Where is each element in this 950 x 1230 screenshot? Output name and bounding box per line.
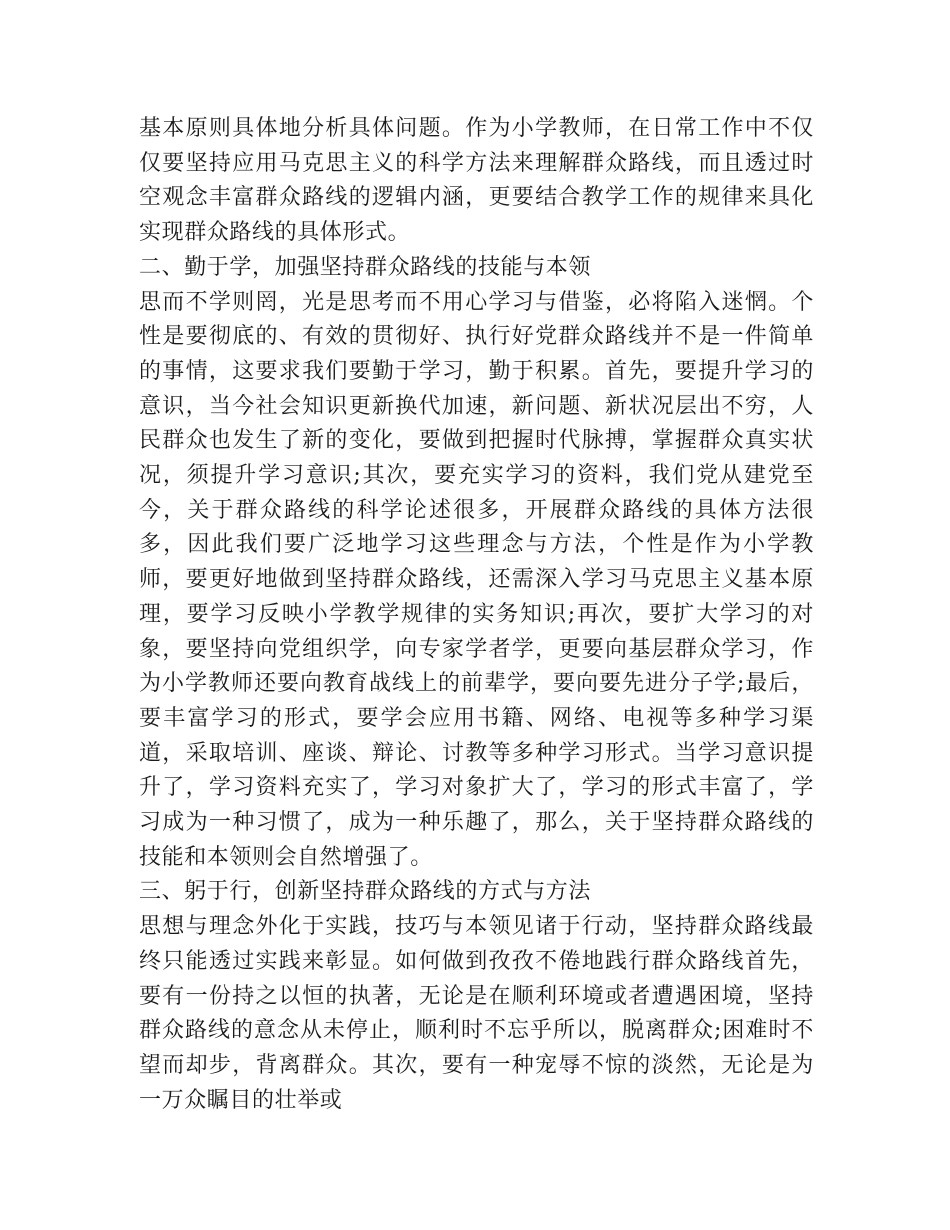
paragraph-practice: 思想与理念外化于实践，技巧与本领见诸于行动，坚持群众路线最终只能透过实践来彰显。如何做到孜孜不倦地践行群众路线首先，要有一份持之以恒的执著，无论是在顺利环境或者遭遇困境，坚持群众路线的意念从未停止，顺利时不忘乎所以，脱离群众;困难时不望而却步，背离群众。其次，要有一种宠辱不惊的淡然，无论是为一万众瞩目的壮举或	[139, 914, 814, 1113]
section-heading-3: 三、躬于行，创新坚持群众路线的方式与方法	[139, 879, 592, 905]
paragraph-intro: 基本原则具体地分析具体问题。作为小学教师，在日常工作中不仅仅要坚持应用马克思主义的科学方法来理解群众路线，而且透过时空观念丰富群众路线的逻辑内涵，更要结合教学工作的规律来具化实现群众路线的具体形式。	[139, 116, 814, 246]
paragraph-study: 思而不学则罔，光是思考而不用心学习与借鉴，必将陷入迷惘。个性是要彻底的、有效的贯彻好、执行好党群众路线并不是一件简单的事情，这要求我们要勤于学习，勤于积累。首先，要提升学习的意识，当今社会知识更新换代加速，新问题、新状况层出不穷，人民群众也发生了新的变化，要做到把握时代脉搏，掌握群众真实状况，须提升学习意识;其次，要充实学习的资料，我们党从建党至今，关于群众路线的科学论述很多，开展群众路线的具体方法很多，因此我们要广泛地学习这些理念与方法，个性是作为小学教师，要更好地做到坚持群众路线，还需深入学习马克思主义基本原理，要学习反映小学教学规律的实务知识;再次，要扩大学习的对象，要坚持向党组织学，向专家学者学，更要向基层群众学习，作为小学教师还要向教育战线上的前辈学，要向要先进分子学;最后，要丰富学习的形式，要学会应用书籍、网络、电视等多种学习渠道，采取培训、座谈、辩论、讨教等多种学习形式。当学习意识提升了，学习资料充实了，学习对象扩大了，学习的形式丰富了，学习成为一种习惯了，成为一种乐趣了，那么，关于坚持群众路线的技能和本领则会自然增强了。	[139, 289, 814, 870]
document-body	[139, 112, 814, 1118]
section-heading-2: 二、勤于学，加强坚持群众路线的技能与本领	[139, 254, 592, 280]
